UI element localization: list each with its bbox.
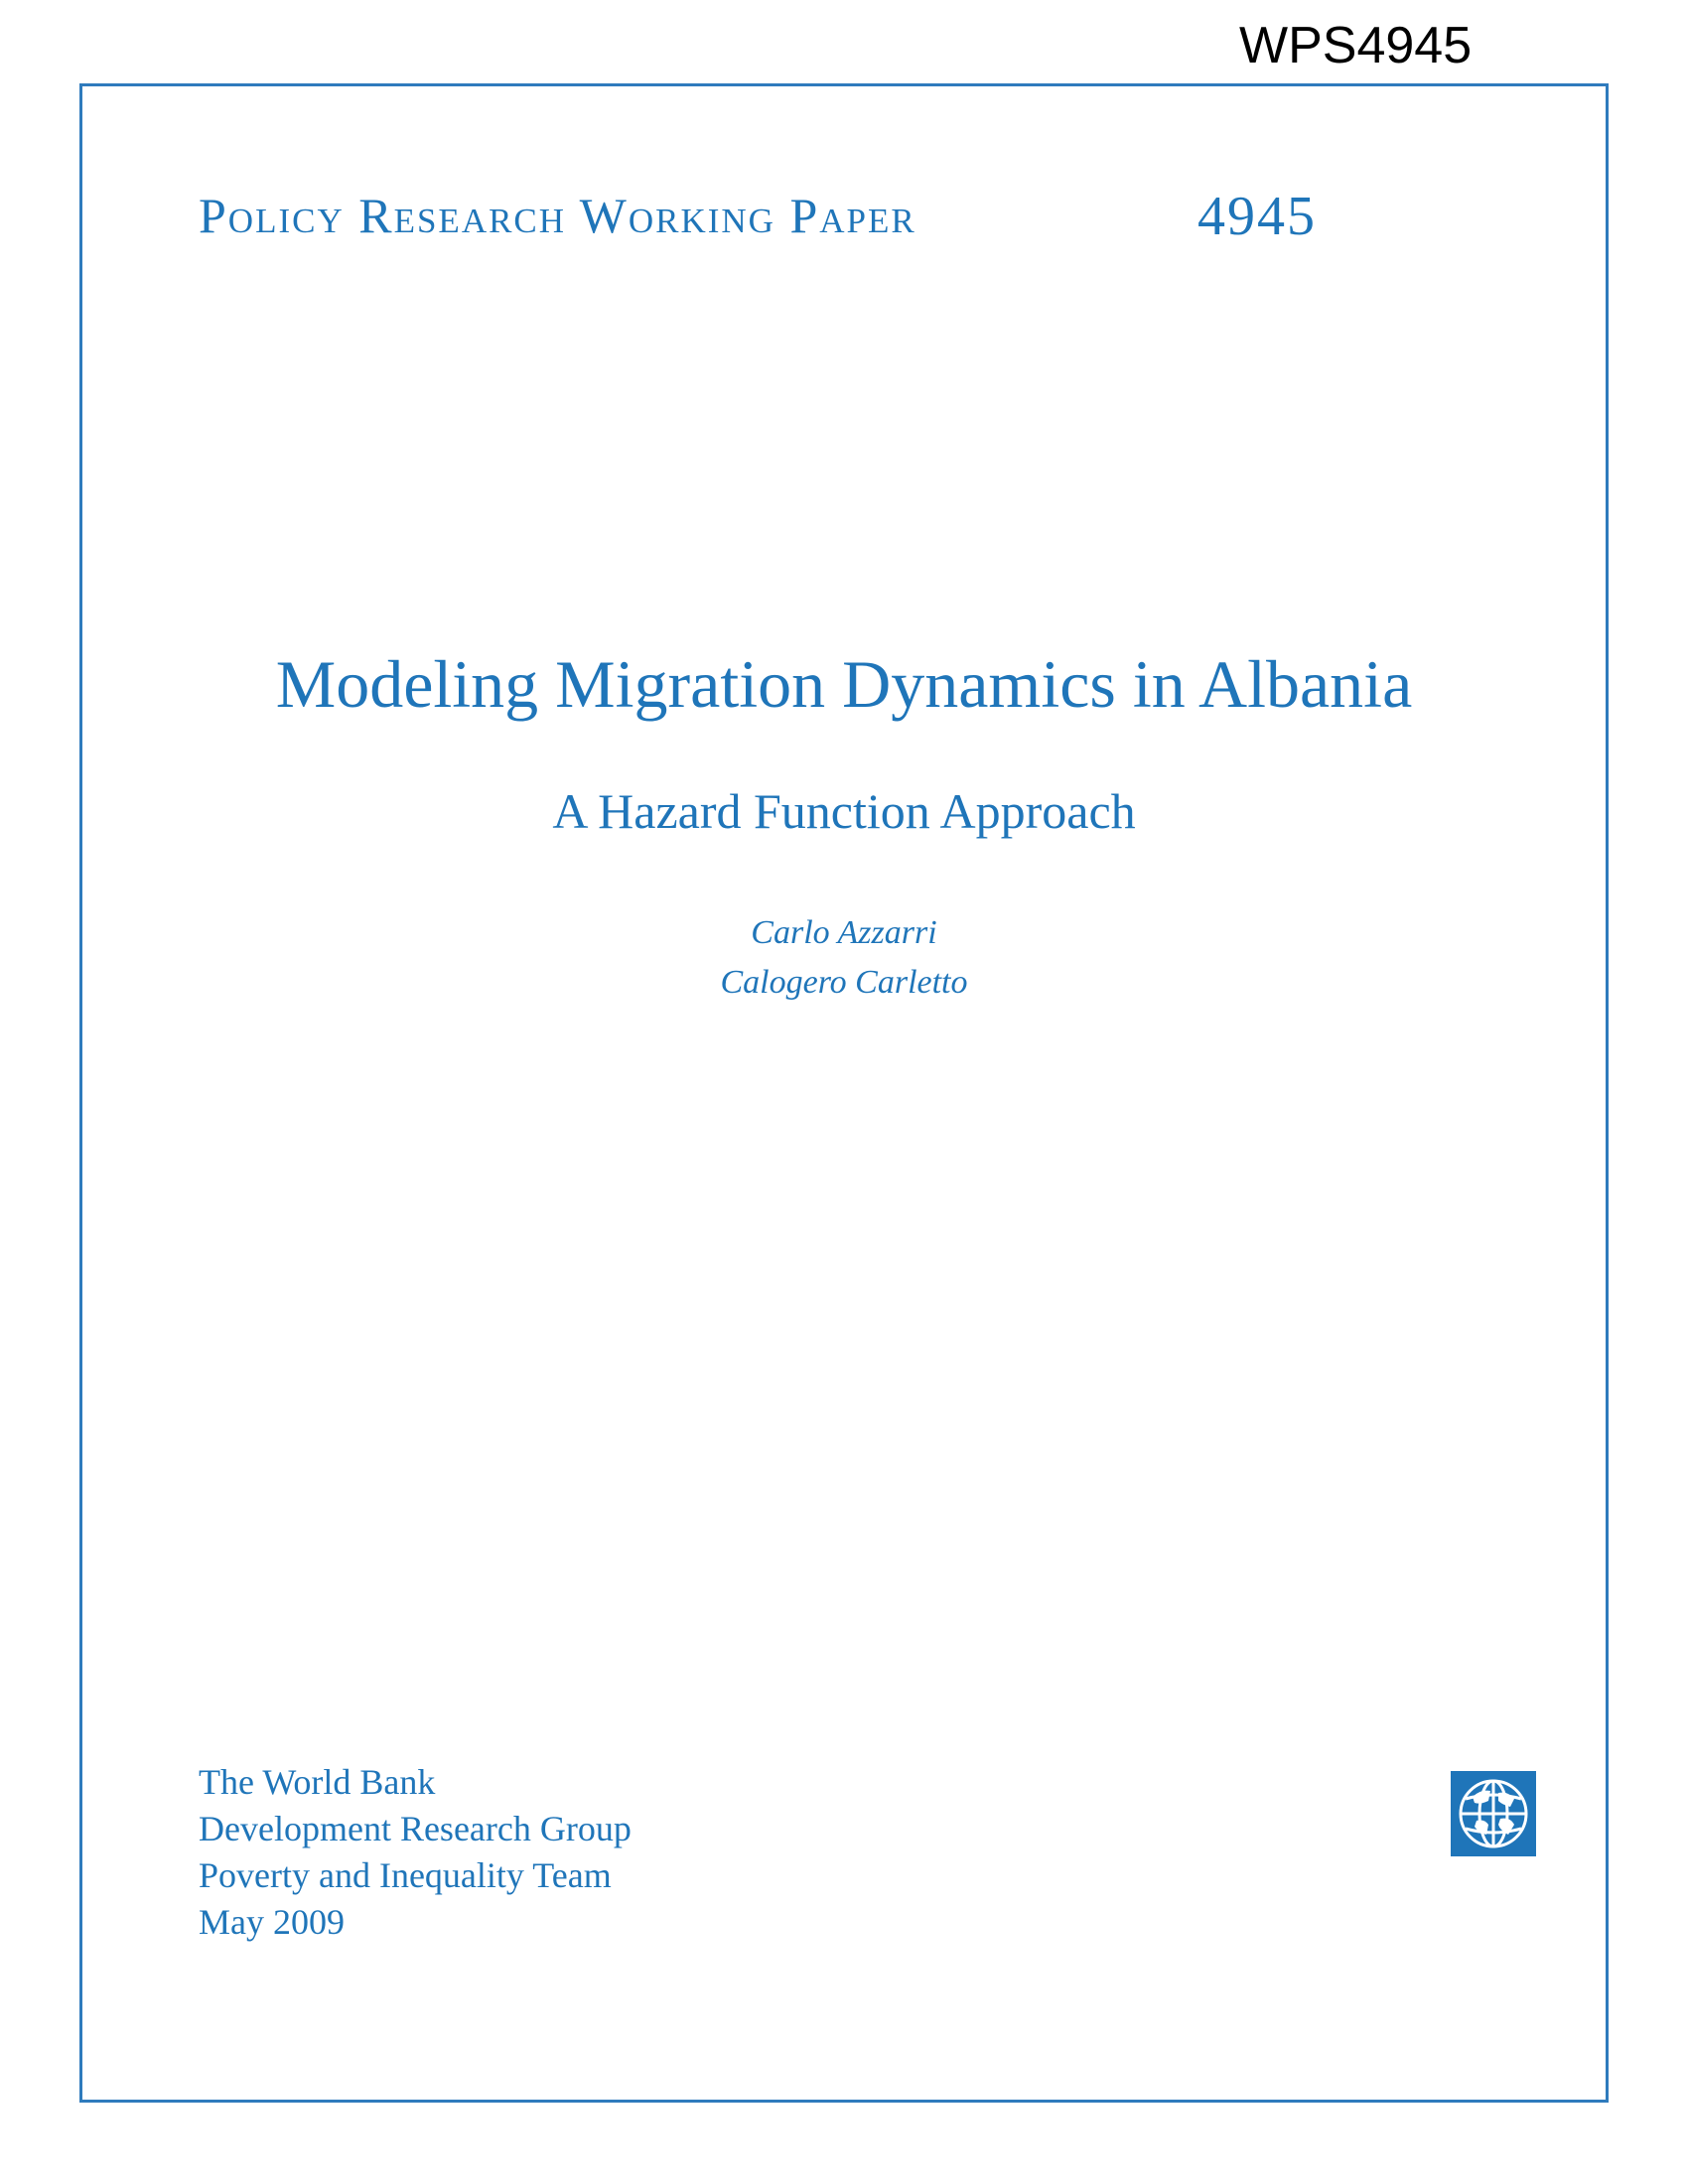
author-name: Calogero Carletto — [720, 964, 968, 1001]
series-number: 4945 — [1197, 186, 1317, 247]
organization-name: The World Bank — [199, 1762, 436, 1802]
document-id: WPS4945 — [1239, 17, 1473, 74]
affiliation-block — [199, 1759, 632, 1946]
publication-date: May 2009 — [199, 1902, 345, 1942]
series-name: Policy Research Working Paper — [199, 188, 916, 243]
paper-subtitle: A Hazard Function Approach — [552, 783, 1136, 839]
world-bank-globe-icon — [1451, 1771, 1536, 1856]
paper-title: Modeling Migration Dynamics in Albania — [275, 646, 1413, 722]
team-name: Poverty and Inequality Team — [199, 1855, 612, 1895]
author-list — [0, 908, 1688, 1008]
research-group: Development Research Group — [199, 1809, 632, 1848]
author-name: Carlo Azzarri — [751, 914, 937, 951]
